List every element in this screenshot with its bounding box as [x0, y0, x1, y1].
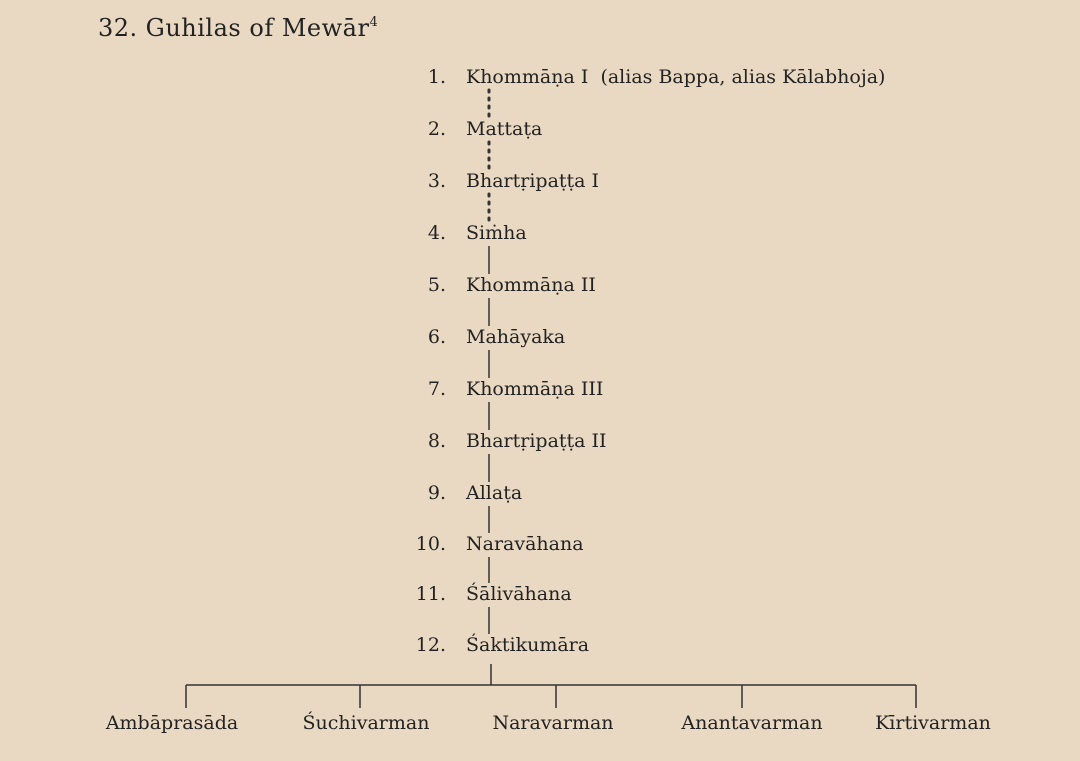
child-kirtivarman: Kīrtivarman [875, 712, 991, 734]
ruler-4 [0, 220, 527, 246]
ruler-name: Khommāṇa I [466, 66, 589, 88]
ruler-name: Mahāyaka [466, 326, 566, 348]
ruler-name: Naravāhana [466, 533, 584, 555]
ruler-10 [0, 531, 584, 557]
ruler-number: 12. [415, 634, 446, 656]
ruler-name: Bhartṛipaṭṭa II [466, 430, 607, 452]
ruler-number: 7. [427, 378, 446, 400]
ruler-number: 6. [427, 326, 446, 348]
ruler-8 [0, 428, 607, 454]
ruler-number: 2. [427, 118, 446, 140]
ruler-name: Śālivāhana [466, 583, 572, 605]
ruler-name: Khommāṇa II [466, 274, 596, 296]
ruler-11 [0, 581, 572, 607]
child-suchivarman: Śuchivarman [302, 712, 430, 734]
ruler-name: Siṁha [466, 222, 527, 244]
title-text: Guhilas of Mewār [145, 14, 370, 42]
ruler-name: Allaṭa [466, 482, 523, 504]
ruler-6 [0, 324, 566, 350]
ruler-7 [0, 376, 604, 402]
ruler-number: 1. [427, 66, 446, 88]
ruler-number: 4. [427, 222, 446, 244]
ruler-2 [0, 116, 543, 142]
ruler-1 [0, 64, 886, 90]
ruler-9 [0, 480, 523, 506]
ruler-note: (alias Bappa, alias Kālabhoja) [600, 66, 886, 88]
ruler-number: 8. [427, 430, 446, 452]
ruler-number: 3. [427, 170, 446, 192]
ruler-number: 10. [415, 533, 446, 555]
ruler-name: Khommāṇa III [466, 378, 604, 400]
ruler-5 [0, 272, 596, 298]
ruler-number: 11. [415, 583, 446, 605]
ruler-name: Bhartṛipaṭṭa I [466, 170, 600, 192]
section-number: 32. [98, 14, 138, 42]
ruler-12 [0, 632, 590, 658]
child-anantavarman: Anantavarman [681, 712, 823, 734]
ruler-name: Mattaṭa [466, 118, 543, 140]
ruler-name: Śaktikumāra [466, 634, 590, 656]
child-ambaprasada: Ambāprasāda [105, 712, 239, 734]
ruler-number: 5. [427, 274, 446, 296]
footnote-marker: 4 [369, 15, 379, 30]
ruler-3 [0, 168, 600, 194]
ruler-number: 9. [427, 482, 446, 504]
child-naravarman: Naravarman [492, 712, 614, 734]
